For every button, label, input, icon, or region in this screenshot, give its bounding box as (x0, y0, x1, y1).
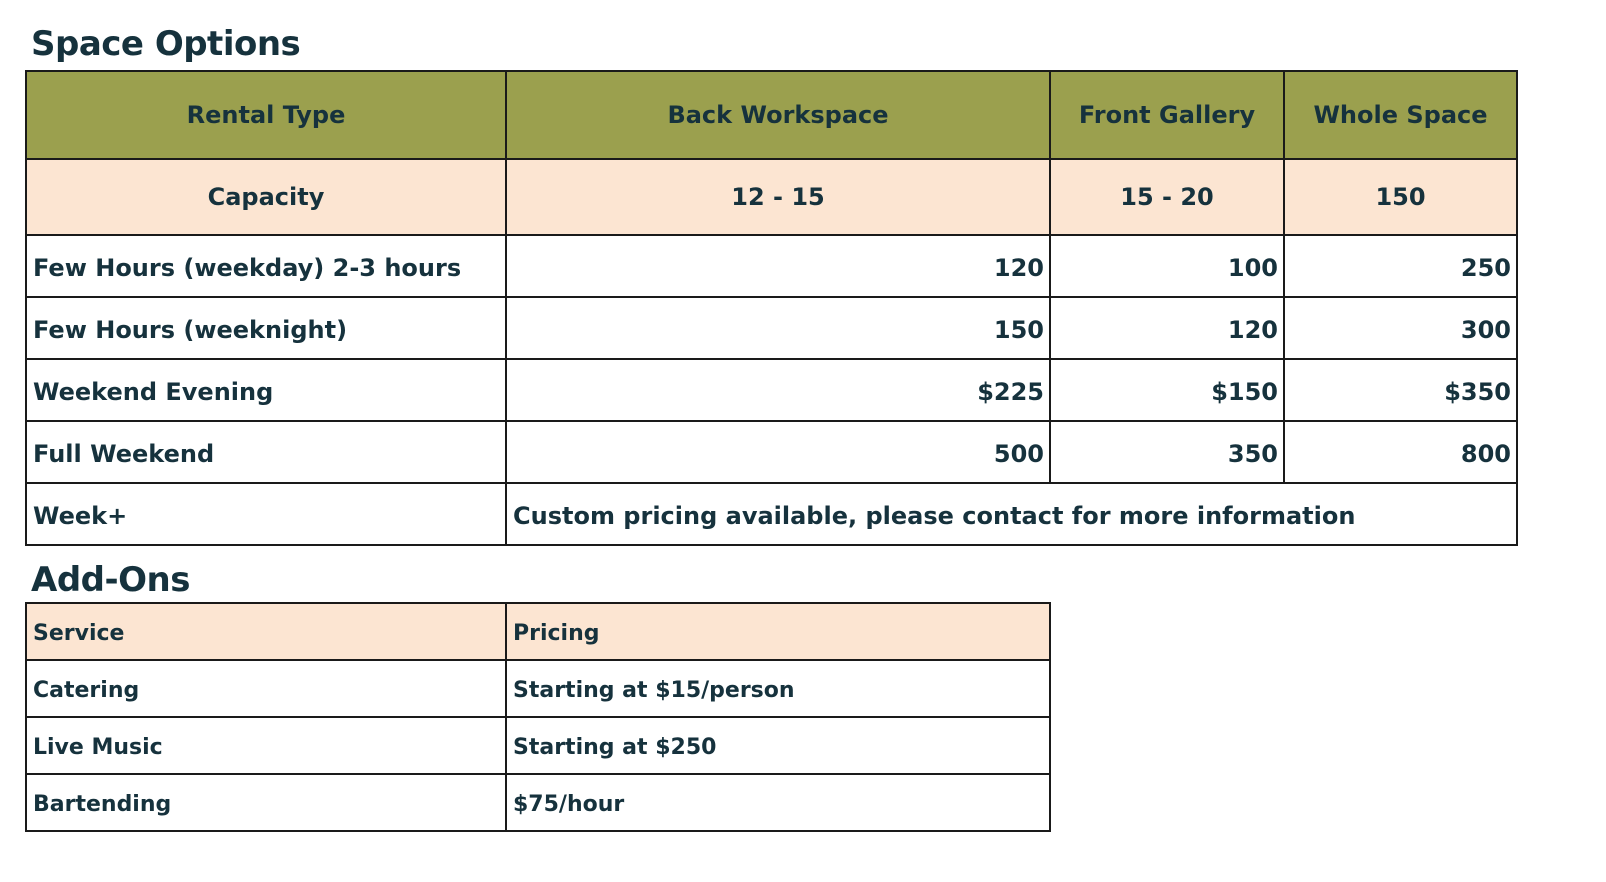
price-cell: 250 (1284, 235, 1517, 297)
service-cell: Catering (26, 660, 506, 717)
add-ons-header-row (26, 603, 1050, 660)
table-row (26, 717, 1050, 774)
service-cell: Live Music (26, 717, 506, 774)
custom-pricing-note: Custom pricing available, please contact for more information (506, 483, 1517, 545)
pricing-cell: Starting at $250 (506, 717, 1050, 774)
capacity-cell: 150 (1284, 159, 1517, 235)
row-label: Full Weekend (26, 421, 506, 483)
price-cell: 800 (1284, 421, 1517, 483)
capacity-label: Capacity (26, 159, 506, 235)
price-cell: $225 (506, 359, 1050, 421)
row-label: Weekend Evening (26, 359, 506, 421)
capacity-cell: 12 - 15 (506, 159, 1050, 235)
header-cell: Service (26, 603, 506, 660)
row-label: Few Hours (weeknight) (26, 297, 506, 359)
table-row (26, 297, 1517, 359)
add-ons-table (25, 602, 1051, 832)
header-cell: Front Gallery (1050, 71, 1284, 159)
price-cell: 100 (1050, 235, 1284, 297)
price-cell: 300 (1284, 297, 1517, 359)
price-cell: 350 (1050, 421, 1284, 483)
table-header-row (26, 71, 1517, 159)
row-label: Week+ (26, 483, 506, 545)
pricing-cell: $75/hour (506, 774, 1050, 831)
table-row (26, 483, 1517, 545)
price-cell: 150 (506, 297, 1050, 359)
table-row (26, 774, 1050, 831)
table-row (26, 660, 1050, 717)
table-row (26, 235, 1517, 297)
table-row (26, 359, 1517, 421)
capacity-cell: 15 - 20 (1050, 159, 1284, 235)
price-cell: $150 (1050, 359, 1284, 421)
table-row (26, 421, 1517, 483)
add-ons-title: Add-Ons (31, 560, 190, 600)
space-options-table (25, 70, 1518, 546)
service-cell: Bartending (26, 774, 506, 831)
header-cell: Back Workspace (506, 71, 1050, 159)
header-cell: Pricing (506, 603, 1050, 660)
pricing-cell: Starting at $15/person (506, 660, 1050, 717)
row-label: Few Hours (weekday) 2-3 hours (26, 235, 506, 297)
capacity-row (26, 159, 1517, 235)
price-cell: 120 (1050, 297, 1284, 359)
header-cell: Rental Type (26, 71, 506, 159)
price-cell: $350 (1284, 359, 1517, 421)
space-options-title: Space Options (31, 24, 301, 64)
price-cell: 500 (506, 421, 1050, 483)
price-cell: 120 (506, 235, 1050, 297)
header-cell: Whole Space (1284, 71, 1517, 159)
